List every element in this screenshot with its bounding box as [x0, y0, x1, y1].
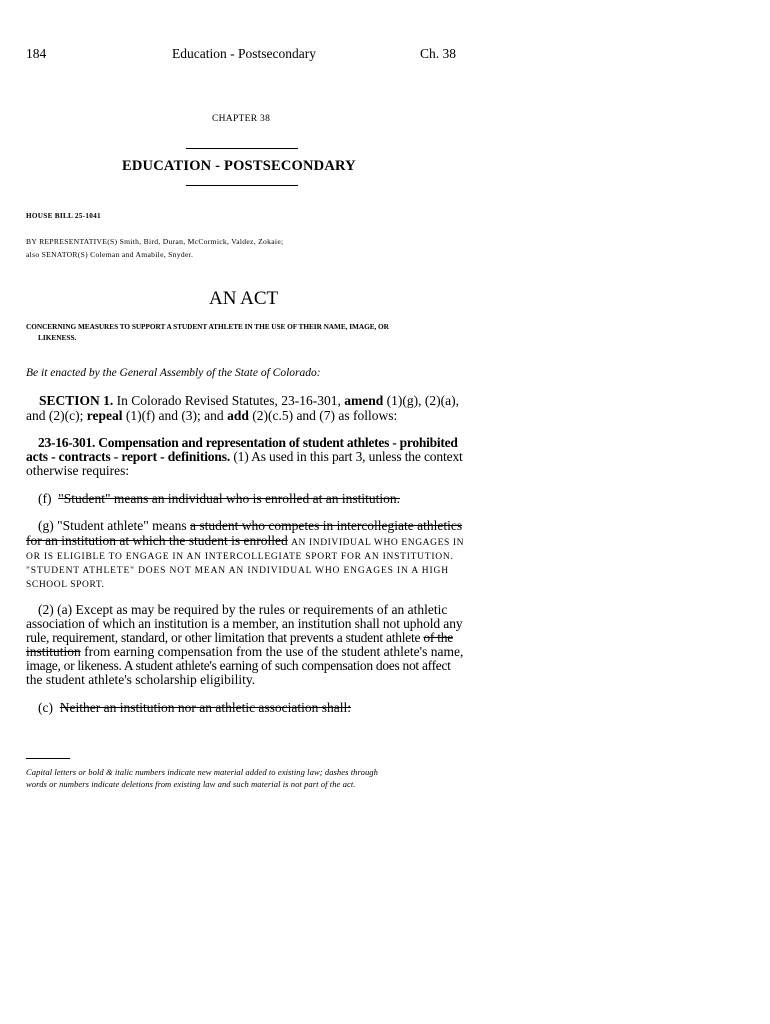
paragraph-g-line-4: "STUDENT ATHLETE" DOES NOT MEAN AN INDIVIDUAL WHO ENGAGES IN A HIGH — [26, 566, 449, 576]
title-rule-bottom — [186, 185, 298, 186]
paragraph-g-line-5: SCHOOL SPORT. — [26, 580, 105, 590]
deleted-text: "Student" means an individual who is enrolled at an institution. — [58, 491, 400, 506]
running-title: Education - Postsecondary — [172, 46, 316, 61]
statute-heading-line-3: otherwise requires: — [26, 463, 130, 478]
paragraph-g-line-1: (g) "Student athlete" means a student who competes in intercollegiate athletics — [38, 518, 463, 533]
title-rule-top — [186, 148, 298, 149]
footnote-line-2: words or numbers indicate deletions from existing law and such material is not part of the act. — [26, 779, 356, 789]
footnote-rule — [26, 758, 70, 759]
chapter-title: EDUCATION - POSTSECONDARY — [122, 158, 356, 174]
deleted-text: Neither an institution nor an athletic association shall: — [59, 700, 352, 715]
amend-keyword: amend — [344, 393, 384, 408]
paragraph-2a-line-6: the student athlete's scholarship eligibility. — [26, 672, 256, 687]
repeal-keyword: repeal — [86, 408, 123, 423]
bill-number: HOUSE BILL 25-1041 — [26, 212, 101, 220]
sponsors-line-1: BY REPRESENTATIVE(S) Smith, Bird, Duran, McCormick, Valdez, Zokaie; — [26, 237, 284, 246]
section1-line-1: SECTION 1. In Colorado Revised Statutes, 23-16-301, amend (1)(g), (2)(a), — [39, 393, 459, 408]
paragraph-c: (c) Neither an institution nor an athletic association shall: — [38, 700, 352, 715]
concerning-line-2: LIKENESS. — [38, 333, 77, 342]
chapter-label: CHAPTER 38 — [212, 114, 271, 124]
new-text: AN INDIVIDUAL WHO ENGAGES IN — [291, 538, 465, 548]
page-number: 184 — [26, 46, 47, 61]
paragraph-g-line-3: OR IS ELIGIBLE TO ENGAGE IN AN INTERCOLLEGIATE SPORT FOR AN INSTITUTION. — [26, 552, 454, 562]
statute-heading-line-1: 23-16-301. Compensation and representation of student athletes - prohibited — [38, 435, 458, 450]
paragraph-f: (f) "Student" means an individual who is enrolled at an institution. — [38, 491, 400, 506]
concerning-line-1: CONCERNING MEASURES TO SUPPORT A STUDENT ATHLETE IN THE USE OF THEIR NAME, IMAGE, OR — [26, 322, 389, 331]
section1-line-2: and (2)(c); repeal (1)(f) and (3); and add (2)(c.5) and (7) as follows: — [26, 408, 398, 423]
enacting-clause: Be it enacted by the General Assembly of the State of Colorado: — [26, 367, 321, 379]
paragraph-2a-line-3: rule, requirement, standard, or other limitation that prevents a student athlete of the — [26, 630, 453, 645]
paragraph-2a-line-4: institution from earning compensation from the use of the student athlete's name, — [26, 644, 464, 659]
paragraph-2a-line-1: (2) (a) Except as may be required by the rules or requirements of an athletic — [38, 602, 448, 617]
deleted-text: a student who competes in intercollegiate athletics — [189, 518, 463, 533]
deleted-text: institution — [26, 644, 81, 659]
paragraph-2a-line-5: image, or likeness. A student athlete's earning of such compensation does not affect — [26, 658, 451, 673]
sponsors-line-2: also SENATOR(S) Coleman and Amabile, Snyder. — [26, 250, 194, 259]
deleted-text: for an institution at which the student is enrolled — [26, 533, 288, 548]
chapter-reference: Ch. 38 — [420, 46, 457, 61]
paragraph-g-line-2 — [26, 534, 464, 551]
paragraph-2a-line-2: association of which an institution is a member, an institution shall not uphold any — [26, 616, 463, 631]
footnote-line-1: Capital letters or bold & italic numbers indicate new material added to existing law; dashes through — [26, 767, 378, 777]
section-label: SECTION 1. — [39, 393, 114, 408]
act-heading: AN ACT — [209, 288, 279, 309]
statute-heading-line-2: acts - contracts - report - definitions. (1) As used in this part 3, unless the context — [26, 449, 463, 464]
deleted-text: of the — [423, 630, 453, 645]
add-keyword: add — [227, 408, 249, 423]
